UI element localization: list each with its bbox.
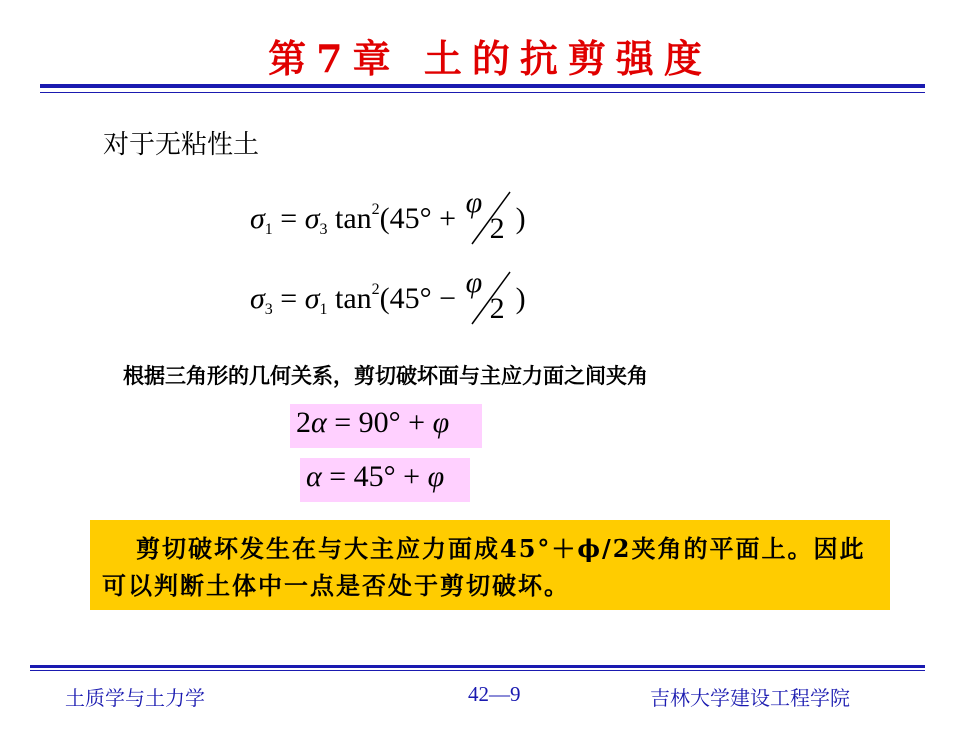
footer-rule-thick — [30, 665, 925, 668]
formula-lhs-sub: 3 — [264, 301, 273, 318]
highlight-phi: φ — [432, 406, 450, 439]
conclusion-callout — [90, 520, 890, 610]
highlight-formula-alpha — [300, 458, 470, 502]
formula-lhs: σ — [250, 282, 265, 315]
formula-rhs-var: σ — [304, 202, 320, 235]
formula-close: ) — [515, 202, 526, 235]
fraction-denominator: 2 — [489, 212, 505, 245]
formula-open: (45° − — [379, 282, 457, 315]
header-rule-thin — [40, 92, 925, 93]
formula-func-sup: 2 — [371, 201, 380, 218]
highlight-rest: = 45° + — [321, 460, 428, 493]
footer-course: 土质学与土力学 — [65, 686, 205, 710]
formula-func: tan — [335, 202, 372, 235]
fraction-numerator: φ — [465, 186, 483, 219]
formula-func-sup: 2 — [371, 281, 380, 298]
intro-text: 对于无粘性土 — [103, 130, 260, 160]
footer-rule-thin — [30, 670, 925, 671]
fraction — [464, 266, 516, 330]
formula-eq: = — [280, 282, 298, 315]
conclusion-text: 剪切破坏发生在与大主应力面成45°＋ϕ/2夹角的平面上。因此可以判断土体中一点是否处于剪切破坏。 — [102, 534, 866, 600]
formula-lhs-sub: 1 — [264, 221, 273, 238]
header-rule-thick — [40, 84, 925, 88]
formula-rhs-sub: 1 — [319, 301, 328, 318]
formula-rhs-sub: 3 — [319, 221, 328, 238]
slide-title: 第7章 土的抗剪强度 — [268, 36, 712, 81]
highlight-var: α — [311, 406, 327, 439]
formula-lhs: σ — [250, 202, 265, 235]
highlight-prefix: 2 — [296, 406, 311, 439]
fraction-numerator: φ — [465, 266, 483, 299]
formula-rhs-var: σ — [304, 282, 320, 315]
highlight-formula-2alpha — [290, 404, 482, 448]
formula-sigma3 — [250, 266, 526, 330]
highlight-phi: φ — [427, 460, 445, 493]
highlight-var: α — [306, 460, 322, 493]
formula-sigma1 — [250, 186, 526, 250]
fraction — [464, 186, 516, 250]
highlight-rest: = 90° + — [326, 406, 433, 439]
footer-institution: 吉林大学建设工程学院 — [650, 686, 850, 710]
fraction-denominator: 2 — [489, 292, 505, 325]
formula-close: ) — [515, 282, 526, 315]
formula-eq: = — [280, 202, 298, 235]
formula-func: tan — [335, 282, 372, 315]
geometry-relation-text: 根据三角形的几何关系，剪切破坏面与主应力面之间夹角 — [123, 364, 648, 388]
formula-open: (45° + — [379, 202, 457, 235]
footer-page-number: 42—9 — [468, 682, 521, 706]
